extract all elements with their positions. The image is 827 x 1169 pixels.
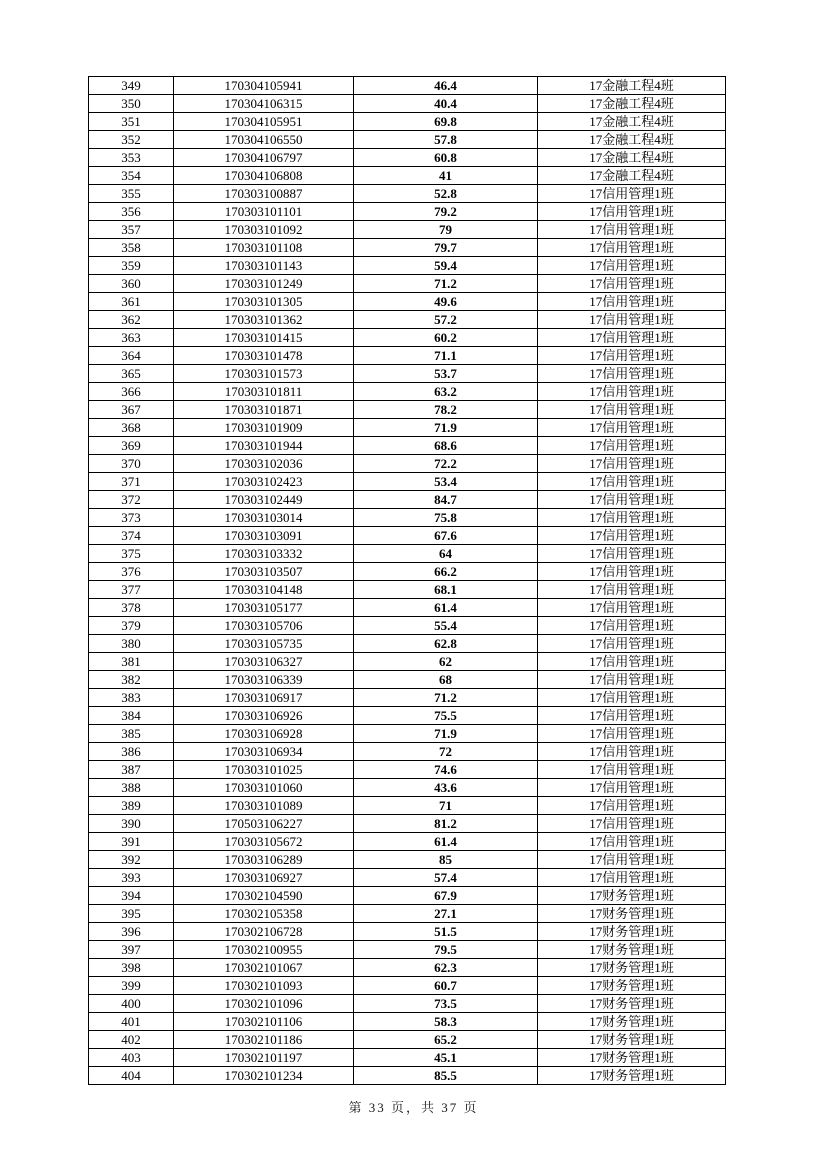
class-name-cell: 17金融工程4班 xyxy=(538,77,726,95)
score-cell: 75.5 xyxy=(354,707,538,725)
class-name-cell: 17金融工程4班 xyxy=(538,167,726,185)
score-cell: 72 xyxy=(354,743,538,761)
row-number-cell: 364 xyxy=(89,347,174,365)
score-table xyxy=(88,76,726,1085)
student-id-cell: 170303106928 xyxy=(174,725,354,743)
row-number-cell: 391 xyxy=(89,833,174,851)
row-number-cell: 367 xyxy=(89,401,174,419)
student-id-cell: 170303100887 xyxy=(174,185,354,203)
table-row xyxy=(89,329,726,347)
class-name-cell: 17信用管理1班 xyxy=(538,743,726,761)
row-number-cell: 377 xyxy=(89,581,174,599)
class-name-cell: 17信用管理1班 xyxy=(538,851,726,869)
student-id-cell: 170303101108 xyxy=(174,239,354,257)
class-name-cell: 17金融工程4班 xyxy=(538,113,726,131)
student-id-cell: 170303101415 xyxy=(174,329,354,347)
class-name-cell: 17信用管理1班 xyxy=(538,617,726,635)
row-number-cell: 356 xyxy=(89,203,174,221)
row-number-cell: 353 xyxy=(89,149,174,167)
class-name-cell: 17财务管理1班 xyxy=(538,959,726,977)
table-row xyxy=(89,275,726,293)
score-cell: 78.2 xyxy=(354,401,538,419)
class-name-cell: 17信用管理1班 xyxy=(538,527,726,545)
row-number-cell: 350 xyxy=(89,95,174,113)
class-name-cell: 17信用管理1班 xyxy=(538,833,726,851)
table-row xyxy=(89,851,726,869)
student-id-cell: 170503106227 xyxy=(174,815,354,833)
table-row xyxy=(89,887,726,905)
row-number-cell: 375 xyxy=(89,545,174,563)
class-name-cell: 17信用管理1班 xyxy=(538,779,726,797)
score-cell: 68.1 xyxy=(354,581,538,599)
class-name-cell: 17信用管理1班 xyxy=(538,653,726,671)
score-cell: 60.7 xyxy=(354,977,538,995)
table-row xyxy=(89,797,726,815)
student-id-cell: 170303101092 xyxy=(174,221,354,239)
score-cell: 62.8 xyxy=(354,635,538,653)
table-row xyxy=(89,491,726,509)
table-row xyxy=(89,437,726,455)
class-name-cell: 17信用管理1班 xyxy=(538,401,726,419)
score-cell: 61.4 xyxy=(354,833,538,851)
row-number-cell: 378 xyxy=(89,599,174,617)
student-id-cell: 170302101186 xyxy=(174,1031,354,1049)
row-number-cell: 392 xyxy=(89,851,174,869)
score-cell: 79 xyxy=(354,221,538,239)
score-table-body xyxy=(89,77,726,1085)
score-cell: 68 xyxy=(354,671,538,689)
class-name-cell: 17信用管理1班 xyxy=(538,761,726,779)
table-row xyxy=(89,401,726,419)
score-cell: 71.2 xyxy=(354,689,538,707)
score-cell: 64 xyxy=(354,545,538,563)
score-cell: 71.2 xyxy=(354,275,538,293)
class-name-cell: 17财务管理1班 xyxy=(538,1013,726,1031)
score-cell: 60.8 xyxy=(354,149,538,167)
row-number-cell: 363 xyxy=(89,329,174,347)
class-name-cell: 17信用管理1班 xyxy=(538,455,726,473)
row-number-cell: 374 xyxy=(89,527,174,545)
class-name-cell: 17财务管理1班 xyxy=(538,905,726,923)
row-number-cell: 372 xyxy=(89,491,174,509)
score-cell: 67.6 xyxy=(354,527,538,545)
score-cell: 62.3 xyxy=(354,959,538,977)
row-number-cell: 382 xyxy=(89,671,174,689)
score-cell: 53.4 xyxy=(354,473,538,491)
table-row xyxy=(89,383,726,401)
table-row xyxy=(89,815,726,833)
table-row xyxy=(89,149,726,167)
score-cell: 61.4 xyxy=(354,599,538,617)
student-id-cell: 170303102449 xyxy=(174,491,354,509)
table-row xyxy=(89,779,726,797)
class-name-cell: 17信用管理1班 xyxy=(538,311,726,329)
student-id-cell: 170303106934 xyxy=(174,743,354,761)
score-cell: 55.4 xyxy=(354,617,538,635)
class-name-cell: 17信用管理1班 xyxy=(538,257,726,275)
row-number-cell: 355 xyxy=(89,185,174,203)
student-id-cell: 170303101871 xyxy=(174,401,354,419)
student-id-cell: 170303106917 xyxy=(174,689,354,707)
table-row xyxy=(89,509,726,527)
class-name-cell: 17信用管理1班 xyxy=(538,563,726,581)
class-name-cell: 17信用管理1班 xyxy=(538,365,726,383)
student-id-cell: 170303101909 xyxy=(174,419,354,437)
student-id-cell: 170304106797 xyxy=(174,149,354,167)
student-id-cell: 170303106926 xyxy=(174,707,354,725)
class-name-cell: 17信用管理1班 xyxy=(538,347,726,365)
table-row xyxy=(89,761,726,779)
class-name-cell: 17信用管理1班 xyxy=(538,275,726,293)
row-number-cell: 373 xyxy=(89,509,174,527)
class-name-cell: 17金融工程4班 xyxy=(538,95,726,113)
student-id-cell: 170303103014 xyxy=(174,509,354,527)
student-id-cell: 170303101143 xyxy=(174,257,354,275)
score-cell: 79.7 xyxy=(354,239,538,257)
student-id-cell: 170303103507 xyxy=(174,563,354,581)
table-row xyxy=(89,419,726,437)
student-id-cell: 170302105358 xyxy=(174,905,354,923)
table-row xyxy=(89,293,726,311)
table-row xyxy=(89,257,726,275)
table-row xyxy=(89,311,726,329)
score-cell: 43.6 xyxy=(354,779,538,797)
class-name-cell: 17财务管理1班 xyxy=(538,1049,726,1067)
score-cell: 40.4 xyxy=(354,95,538,113)
student-id-cell: 170302101093 xyxy=(174,977,354,995)
class-name-cell: 17信用管理1班 xyxy=(538,473,726,491)
table-row xyxy=(89,473,726,491)
table-row xyxy=(89,725,726,743)
row-number-cell: 393 xyxy=(89,869,174,887)
student-id-cell: 170303101249 xyxy=(174,275,354,293)
class-name-cell: 17金融工程4班 xyxy=(538,149,726,167)
score-cell: 85 xyxy=(354,851,538,869)
student-id-cell: 170303101101 xyxy=(174,203,354,221)
table-row xyxy=(89,635,726,653)
table-row xyxy=(89,563,726,581)
table-row xyxy=(89,365,726,383)
student-id-cell: 170303101060 xyxy=(174,779,354,797)
class-name-cell: 17信用管理1班 xyxy=(538,545,726,563)
row-number-cell: 360 xyxy=(89,275,174,293)
score-cell: 79.5 xyxy=(354,941,538,959)
class-name-cell: 17信用管理1班 xyxy=(538,689,726,707)
student-id-cell: 170303102036 xyxy=(174,455,354,473)
score-cell: 71.9 xyxy=(354,725,538,743)
student-id-cell: 170303105672 xyxy=(174,833,354,851)
row-number-cell: 395 xyxy=(89,905,174,923)
row-number-cell: 349 xyxy=(89,77,174,95)
class-name-cell: 17信用管理1班 xyxy=(538,797,726,815)
student-id-cell: 170303105735 xyxy=(174,635,354,653)
row-number-cell: 366 xyxy=(89,383,174,401)
class-name-cell: 17信用管理1班 xyxy=(538,437,726,455)
student-id-cell: 170303106327 xyxy=(174,653,354,671)
table-row xyxy=(89,527,726,545)
student-id-cell: 170303106927 xyxy=(174,869,354,887)
table-row xyxy=(89,869,726,887)
class-name-cell: 17信用管理1班 xyxy=(538,869,726,887)
class-name-cell: 17财务管理1班 xyxy=(538,1031,726,1049)
table-row xyxy=(89,221,726,239)
student-id-cell: 170303105177 xyxy=(174,599,354,617)
student-id-cell: 170302101067 xyxy=(174,959,354,977)
student-id-cell: 170303101478 xyxy=(174,347,354,365)
row-number-cell: 371 xyxy=(89,473,174,491)
table-row xyxy=(89,617,726,635)
table-row xyxy=(89,167,726,185)
row-number-cell: 401 xyxy=(89,1013,174,1031)
table-row xyxy=(89,689,726,707)
class-name-cell: 17金融工程4班 xyxy=(538,131,726,149)
score-cell: 57.8 xyxy=(354,131,538,149)
row-number-cell: 381 xyxy=(89,653,174,671)
student-id-cell: 170303101025 xyxy=(174,761,354,779)
score-cell: 53.7 xyxy=(354,365,538,383)
class-name-cell: 17信用管理1班 xyxy=(538,221,726,239)
table-row xyxy=(89,743,726,761)
student-id-cell: 170303101305 xyxy=(174,293,354,311)
table-row xyxy=(89,1013,726,1031)
student-id-cell: 170304106315 xyxy=(174,95,354,113)
student-id-cell: 170303103332 xyxy=(174,545,354,563)
table-row xyxy=(89,653,726,671)
row-number-cell: 362 xyxy=(89,311,174,329)
class-name-cell: 17信用管理1班 xyxy=(538,419,726,437)
table-row xyxy=(89,1067,726,1085)
table-row xyxy=(89,707,726,725)
page-footer: 第 33 页，共 37 页 xyxy=(348,1100,479,1115)
score-cell: 71.9 xyxy=(354,419,538,437)
row-number-cell: 369 xyxy=(89,437,174,455)
row-number-cell: 354 xyxy=(89,167,174,185)
row-number-cell: 396 xyxy=(89,923,174,941)
class-name-cell: 17信用管理1班 xyxy=(538,671,726,689)
row-number-cell: 400 xyxy=(89,995,174,1013)
student-id-cell: 170303103091 xyxy=(174,527,354,545)
class-name-cell: 17信用管理1班 xyxy=(538,383,726,401)
row-number-cell: 394 xyxy=(89,887,174,905)
score-cell: 79.2 xyxy=(354,203,538,221)
class-name-cell: 17信用管理1班 xyxy=(538,491,726,509)
row-number-cell: 358 xyxy=(89,239,174,257)
score-cell: 75.8 xyxy=(354,509,538,527)
student-id-cell: 170304106808 xyxy=(174,167,354,185)
class-name-cell: 17财务管理1班 xyxy=(538,995,726,1013)
table-row xyxy=(89,1031,726,1049)
table-row xyxy=(89,545,726,563)
table-row xyxy=(89,203,726,221)
table-row xyxy=(89,239,726,257)
row-number-cell: 383 xyxy=(89,689,174,707)
row-number-cell: 361 xyxy=(89,293,174,311)
class-name-cell: 17财务管理1班 xyxy=(538,887,726,905)
table-row xyxy=(89,923,726,941)
row-number-cell: 386 xyxy=(89,743,174,761)
score-cell: 67.9 xyxy=(354,887,538,905)
row-number-cell: 385 xyxy=(89,725,174,743)
student-id-cell: 170302101106 xyxy=(174,1013,354,1031)
score-cell: 45.1 xyxy=(354,1049,538,1067)
class-name-cell: 17信用管理1班 xyxy=(538,203,726,221)
class-name-cell: 17信用管理1班 xyxy=(538,707,726,725)
table-row xyxy=(89,455,726,473)
student-id-cell: 170303101573 xyxy=(174,365,354,383)
student-id-cell: 170303104148 xyxy=(174,581,354,599)
score-cell: 59.4 xyxy=(354,257,538,275)
score-cell: 71.1 xyxy=(354,347,538,365)
row-number-cell: 389 xyxy=(89,797,174,815)
row-number-cell: 384 xyxy=(89,707,174,725)
student-id-cell: 170303105706 xyxy=(174,617,354,635)
table-row xyxy=(89,581,726,599)
row-number-cell: 403 xyxy=(89,1049,174,1067)
table-row xyxy=(89,959,726,977)
table-row xyxy=(89,77,726,95)
score-cell: 41 xyxy=(354,167,538,185)
row-number-cell: 402 xyxy=(89,1031,174,1049)
score-cell: 68.6 xyxy=(354,437,538,455)
score-cell: 49.6 xyxy=(354,293,538,311)
row-number-cell: 388 xyxy=(89,779,174,797)
student-id-cell: 170304106550 xyxy=(174,131,354,149)
table-row xyxy=(89,599,726,617)
table-row xyxy=(89,185,726,203)
student-id-cell: 170303102423 xyxy=(174,473,354,491)
score-cell: 84.7 xyxy=(354,491,538,509)
class-name-cell: 17信用管理1班 xyxy=(538,581,726,599)
score-cell: 81.2 xyxy=(354,815,538,833)
class-name-cell: 17信用管理1班 xyxy=(538,239,726,257)
table-row xyxy=(89,95,726,113)
table-row xyxy=(89,113,726,131)
score-cell: 52.8 xyxy=(354,185,538,203)
score-cell: 65.2 xyxy=(354,1031,538,1049)
student-id-cell: 170303101944 xyxy=(174,437,354,455)
student-id-cell: 170303101362 xyxy=(174,311,354,329)
score-cell: 69.8 xyxy=(354,113,538,131)
student-id-cell: 170302100955 xyxy=(174,941,354,959)
row-number-cell: 404 xyxy=(89,1067,174,1085)
class-name-cell: 17信用管理1班 xyxy=(538,725,726,743)
class-name-cell: 17财务管理1班 xyxy=(538,1067,726,1085)
table-row xyxy=(89,131,726,149)
score-cell: 62 xyxy=(354,653,538,671)
score-cell: 46.4 xyxy=(354,77,538,95)
table-row xyxy=(89,977,726,995)
score-cell: 57.4 xyxy=(354,869,538,887)
student-id-cell: 170302104590 xyxy=(174,887,354,905)
class-name-cell: 17财务管理1班 xyxy=(538,977,726,995)
score-cell: 51.5 xyxy=(354,923,538,941)
student-id-cell: 170303106339 xyxy=(174,671,354,689)
score-cell: 73.5 xyxy=(354,995,538,1013)
row-number-cell: 368 xyxy=(89,419,174,437)
row-number-cell: 387 xyxy=(89,761,174,779)
row-number-cell: 379 xyxy=(89,617,174,635)
row-number-cell: 370 xyxy=(89,455,174,473)
table-row xyxy=(89,833,726,851)
student-id-cell: 170303101811 xyxy=(174,383,354,401)
score-cell: 60.2 xyxy=(354,329,538,347)
row-number-cell: 380 xyxy=(89,635,174,653)
class-name-cell: 17信用管理1班 xyxy=(538,635,726,653)
class-name-cell: 17信用管理1班 xyxy=(538,329,726,347)
class-name-cell: 17信用管理1班 xyxy=(538,509,726,527)
class-name-cell: 17财务管理1班 xyxy=(538,923,726,941)
score-cell: 74.6 xyxy=(354,761,538,779)
row-number-cell: 399 xyxy=(89,977,174,995)
class-name-cell: 17信用管理1班 xyxy=(538,815,726,833)
row-number-cell: 398 xyxy=(89,959,174,977)
row-number-cell: 351 xyxy=(89,113,174,131)
row-number-cell: 365 xyxy=(89,365,174,383)
class-name-cell: 17信用管理1班 xyxy=(538,293,726,311)
row-number-cell: 390 xyxy=(89,815,174,833)
class-name-cell: 17财务管理1班 xyxy=(538,941,726,959)
row-number-cell: 376 xyxy=(89,563,174,581)
class-name-cell: 17信用管理1班 xyxy=(538,599,726,617)
score-cell: 71 xyxy=(354,797,538,815)
score-cell: 72.2 xyxy=(354,455,538,473)
table-row xyxy=(89,995,726,1013)
table-row xyxy=(89,941,726,959)
class-name-cell: 17信用管理1班 xyxy=(538,185,726,203)
student-id-cell: 170302106728 xyxy=(174,923,354,941)
student-id-cell: 170303106289 xyxy=(174,851,354,869)
score-cell: 58.3 xyxy=(354,1013,538,1031)
score-cell: 66.2 xyxy=(354,563,538,581)
score-cell: 85.5 xyxy=(354,1067,538,1085)
table-row xyxy=(89,1049,726,1067)
student-id-cell: 170304105941 xyxy=(174,77,354,95)
student-id-cell: 170302101234 xyxy=(174,1067,354,1085)
score-cell: 57.2 xyxy=(354,311,538,329)
student-id-cell: 170302101197 xyxy=(174,1049,354,1067)
score-cell: 27.1 xyxy=(354,905,538,923)
row-number-cell: 357 xyxy=(89,221,174,239)
student-id-cell: 170302101096 xyxy=(174,995,354,1013)
score-cell: 63.2 xyxy=(354,383,538,401)
row-number-cell: 352 xyxy=(89,131,174,149)
table-row xyxy=(89,905,726,923)
table-row xyxy=(89,347,726,365)
row-number-cell: 359 xyxy=(89,257,174,275)
student-id-cell: 170303101089 xyxy=(174,797,354,815)
row-number-cell: 397 xyxy=(89,941,174,959)
student-id-cell: 170304105951 xyxy=(174,113,354,131)
table-row xyxy=(89,671,726,689)
